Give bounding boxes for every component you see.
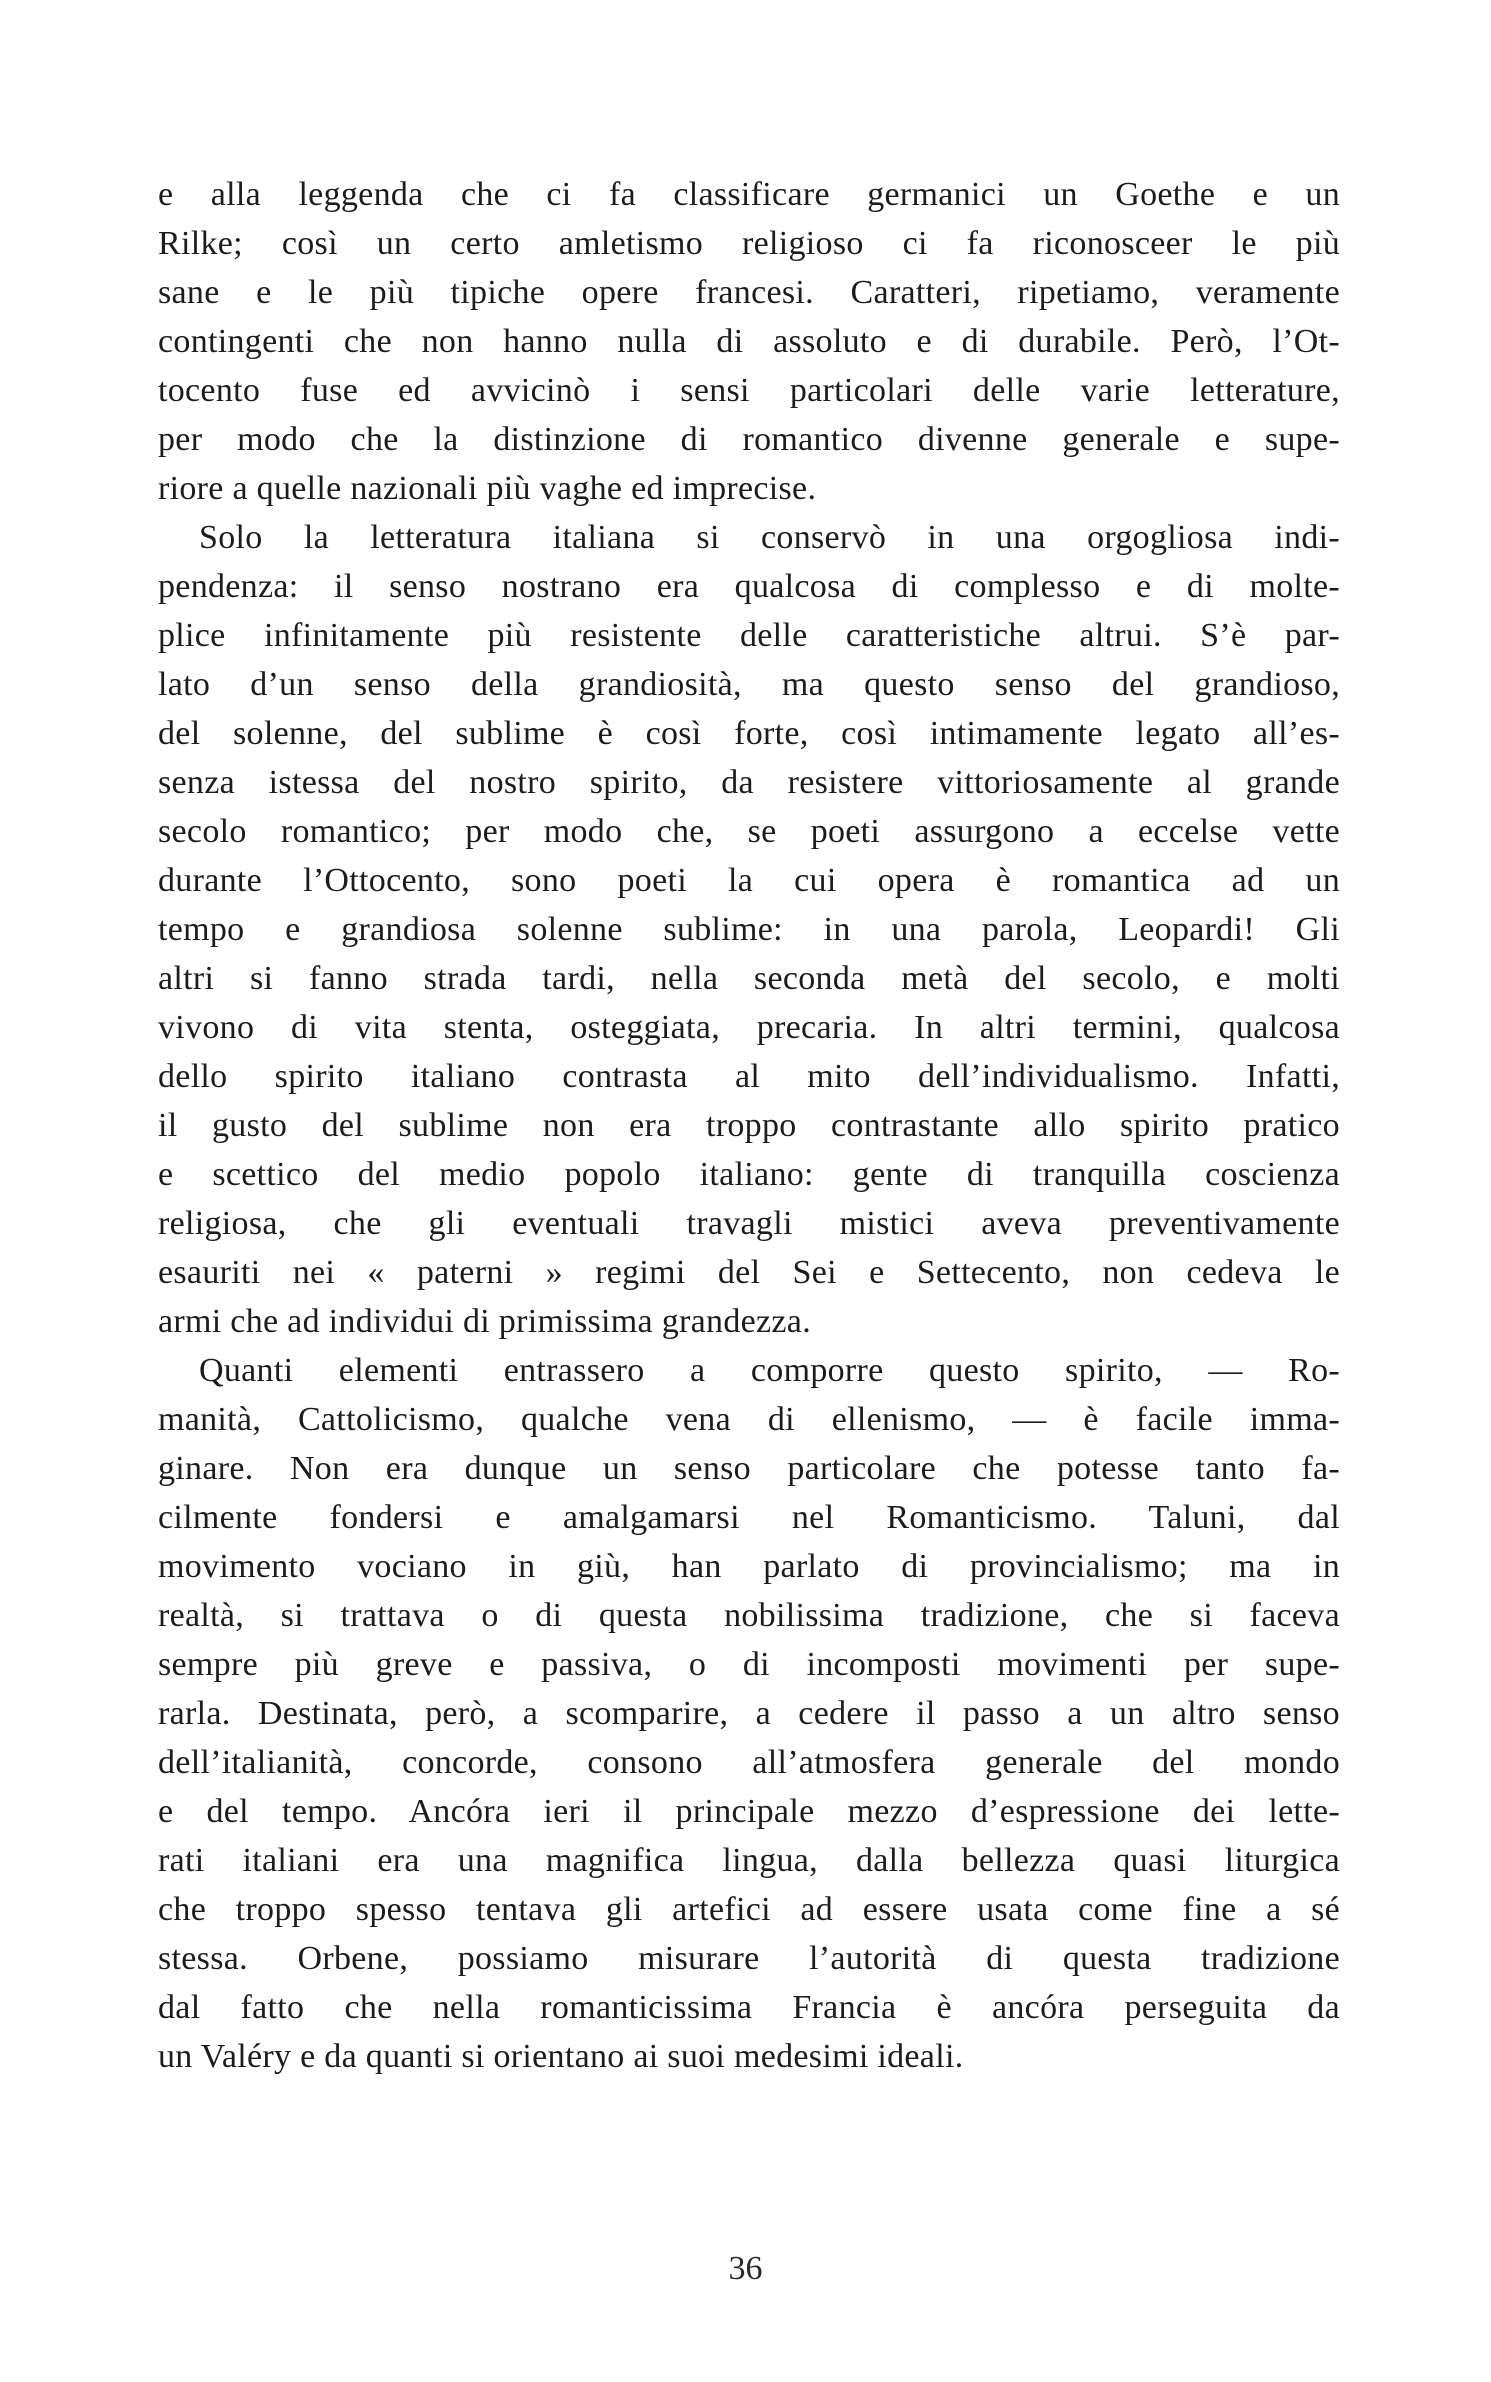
text-line: che troppo spesso tentava gli artefici ad essere usata come fine a sé bbox=[158, 1891, 1340, 1928]
text-line: tempo e grandiosa solenne sublime: in una parola, Leopardi! Gli bbox=[158, 911, 1340, 948]
text-line: lato d’un senso della grandiosità, ma questo senso del grandioso, bbox=[158, 666, 1340, 703]
paragraph-3 bbox=[158, 1346, 1340, 2081]
text-line: tocento fuse ed avvicinò i sensi particolari delle varie letterature, bbox=[158, 372, 1340, 409]
text-line: un Valéry e da quanti si orientano ai suoi medesimi ideali. bbox=[158, 2038, 964, 2075]
text-line: manità, Cattolicismo, qualche vena di ellenismo, — è facile imma- bbox=[158, 1401, 1340, 1438]
text-line: senza istessa del nostro spirito, da resistere vittoriosamente al grande bbox=[158, 764, 1340, 801]
text-line: sane e le più tipiche opere francesi. Caratteri, ripetiamo, veramente bbox=[158, 274, 1340, 311]
text-line: sempre più greve e passiva, o di incomposti movimenti per supe- bbox=[158, 1646, 1340, 1683]
text-line: Quanti elementi entrassero a comporre questo spirito, — Ro- bbox=[199, 1352, 1340, 1389]
paragraph-2 bbox=[158, 513, 1340, 1346]
text-line: dell’italianità, concorde, consono all’atmosfera generale del mondo bbox=[158, 1744, 1340, 1781]
text-line: realtà, si trattava o di questa nobilissima tradizione, che si faceva bbox=[158, 1597, 1340, 1634]
text-line: armi che ad individui di primissima grandezza. bbox=[158, 1303, 811, 1340]
text-line: stessa. Orbene, possiamo misurare l’autorità di questa tradizione bbox=[158, 1940, 1340, 1977]
text-line: contingenti che non hanno nulla di assoluto e di durabile. Però, l’Ot- bbox=[158, 323, 1340, 360]
text-line: rati italiani era una magnifica lingua, dalla bellezza quasi liturgica bbox=[158, 1842, 1340, 1879]
text-line: Rilke; così un certo amletismo religioso ci fa riconosceer le più bbox=[158, 225, 1340, 262]
text-line: cilmente fondersi e amalgamarsi nel Romanticismo. Taluni, dal bbox=[158, 1499, 1340, 1536]
text-line: movimento vociano in giù, han parlato di provincialismo; ma in bbox=[158, 1548, 1340, 1585]
text-line: e del tempo. Ancóra ieri il principale mezzo d’espressione dei lette- bbox=[158, 1793, 1340, 1830]
text-line: esauriti nei « paterni » regimi del Sei e Settecento, non cedeva le bbox=[158, 1254, 1340, 1291]
text-line: per modo che la distinzione di romantico divenne generale e supe- bbox=[158, 421, 1340, 458]
body-text bbox=[158, 170, 1340, 2081]
text-line: vivono di vita stenta, osteggiata, precaria. In altri termini, qualcosa bbox=[158, 1009, 1340, 1046]
text-line: riore a quelle nazionali più vaghe ed imprecise. bbox=[158, 470, 817, 507]
text-line: il gusto del sublime non era troppo contrastante allo spirito pratico bbox=[158, 1107, 1340, 1144]
text-line: secolo romantico; per modo che, se poeti assurgono a eccelse vette bbox=[158, 813, 1340, 850]
text-line: religiosa, che gli eventuali travagli mistici aveva preventivamente bbox=[158, 1205, 1340, 1242]
text-line: Solo la letteratura italiana si conservò in una orgogliosa indi- bbox=[199, 519, 1340, 556]
text-line: del solenne, del sublime è così forte, così intimamente legato all’es- bbox=[158, 715, 1340, 752]
text-line: durante l’Ottocento, sono poeti la cui opera è romantica ad un bbox=[158, 862, 1340, 899]
text-line: altri si fanno strada tardi, nella seconda metà del secolo, e molti bbox=[158, 960, 1340, 997]
text-line: ginare. Non era dunque un senso particolare che potesse tanto fa- bbox=[158, 1450, 1340, 1487]
paragraph-1 bbox=[158, 170, 1340, 513]
text-line: rarla. Destinata, però, a scomparire, a cedere il passo a un altro senso bbox=[158, 1695, 1340, 1732]
text-line: dal fatto che nella romanticissima Francia è ancóra perseguita da bbox=[158, 1989, 1340, 2026]
text-line: pendenza: il senso nostrano era qualcosa di complesso e di molte- bbox=[158, 568, 1340, 605]
text-line: dello spirito italiano contrasta al mito dell’individualismo. Infatti, bbox=[158, 1058, 1340, 1095]
text-line: plice infinitamente più resistente delle caratteristiche altrui. S’è par- bbox=[158, 617, 1340, 654]
text-line: e scettico del medio popolo italiano: gente di tranquilla coscienza bbox=[158, 1156, 1340, 1193]
page-number: 36 bbox=[728, 2250, 763, 2287]
text-line: e alla leggenda che ci fa classificare germanici un Goethe e un bbox=[158, 176, 1340, 213]
